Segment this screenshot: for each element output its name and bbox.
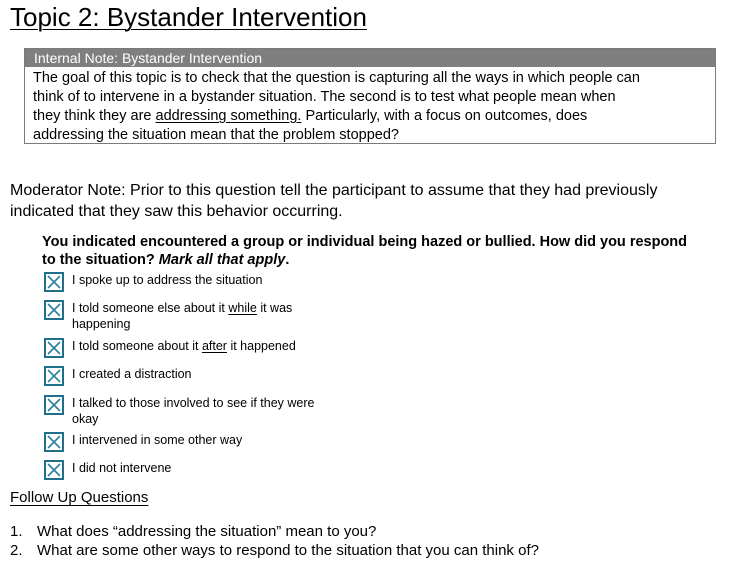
internal-note-body (33, 69, 708, 145)
checkbox-checked-icon[interactable] (44, 395, 64, 415)
option-label: I did not intervene (72, 461, 172, 475)
internal-note-box (24, 48, 716, 144)
question-number: 2. (10, 542, 23, 559)
option-label: I spoke up to address the situation (72, 273, 263, 287)
internal-note-text: Particularly, with a focus on outcomes, does (301, 108, 588, 124)
option-label-text: I told someone else about it (72, 301, 229, 315)
option-label (72, 338, 347, 354)
survey-question (42, 233, 692, 269)
question-instruction: Mark all that apply (158, 252, 286, 268)
checkbox-checked-icon[interactable] (44, 272, 64, 292)
checkbox-checked-icon[interactable] (44, 366, 64, 386)
option-label-text: it was happening (72, 301, 293, 331)
checkbox-checked-icon[interactable] (44, 300, 64, 320)
question-text: You indicated encountered a group or individual being hazed or bullied. How did you respond to the situation? (42, 234, 688, 268)
option-label-underlined: while (228, 301, 257, 315)
question-text: What are some other ways to respond to the situation that you can think of? (37, 542, 539, 559)
moderator-note: Moderator Note: Prior to this question tell the participant to assume that they had previously indicated that they saw this behavior occurring. (10, 182, 658, 220)
checkbox-checked-icon[interactable] (44, 338, 64, 358)
follow-up-question (10, 541, 539, 560)
follow-up-heading: Follow Up Questions (10, 489, 149, 506)
checkbox-checked-icon[interactable] (44, 460, 64, 480)
internal-note-line (33, 107, 708, 126)
question-text: What does “addressing the situation” mean to you? (37, 523, 377, 540)
internal-note-text: they think they are (33, 108, 156, 124)
option-label (72, 300, 322, 332)
option-label: I created a distraction (72, 367, 192, 381)
option-label-text: it happened (226, 339, 296, 353)
internal-note-underlined-text: addressing something. (155, 108, 302, 124)
checkbox-checked-icon[interactable] (44, 432, 64, 452)
option-label-text: I told someone about it (72, 339, 202, 353)
question-number: 1. (10, 523, 23, 540)
internal-note-header: Internal Note: Bystander Intervention (25, 49, 715, 67)
option-label-underlined: after (201, 339, 227, 353)
internal-note-line: The goal of this topic is to check that the question is capturing all the ways in which people can (33, 70, 640, 86)
internal-note-line: addressing the situation mean that the problem stopped? (33, 127, 399, 143)
option-label: I talked to those involved to see if they were okay (72, 396, 315, 426)
internal-note-line: think of to intervene in a bystander situation. The second is to test what people mean when (33, 89, 616, 105)
option-label: I intervened in some other way (72, 433, 243, 447)
question-instruction-suffix: . (285, 252, 290, 268)
page-title: Topic 2: Bystander Intervention (10, 2, 367, 32)
follow-up-question (10, 522, 376, 541)
